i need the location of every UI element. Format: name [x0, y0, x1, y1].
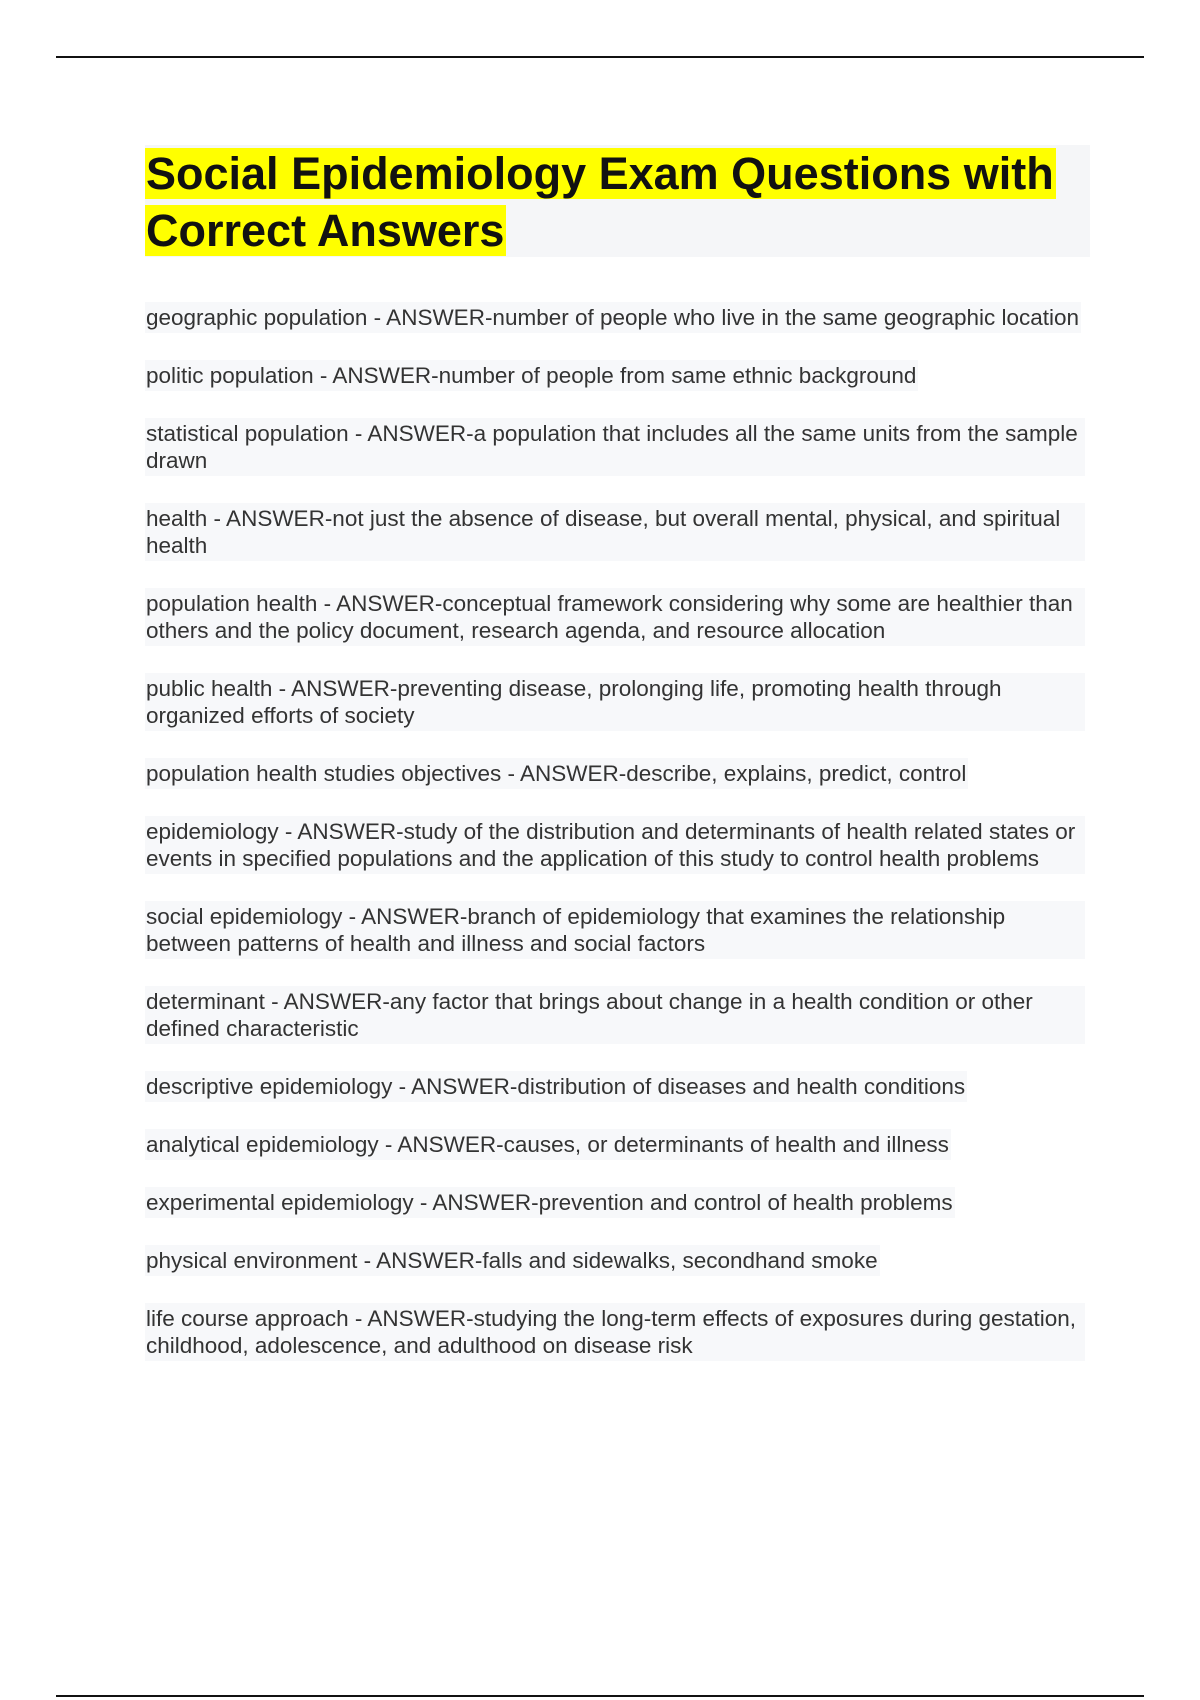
qa-item-wrapper	[145, 588, 1085, 646]
qa-item-wrapper	[145, 673, 1085, 731]
qa-item: health - ANSWER-not just the absence of disease, but overall mental, physical, and spiritual health	[145, 503, 1085, 561]
qa-item: population health studies objectives - ANSWER-describe, explains, predict, control	[145, 758, 968, 789]
bottom-rule	[56, 1695, 1144, 1697]
page-title	[145, 145, 1090, 259]
qa-item-wrapper	[145, 503, 1085, 561]
qa-item-wrapper	[145, 1071, 1085, 1102]
qa-item: statistical population - ANSWER-a population that includes all the same units from the sample drawn	[145, 418, 1085, 476]
qa-item: epidemiology - ANSWER-study of the distribution and determinants of health related states or events in specified populations and the application of this study to control health problems	[145, 816, 1085, 874]
qa-item: population health - ANSWER-conceptual framework considering why some are healthier than others and the policy document, research agenda, and resource allocation	[145, 588, 1085, 646]
top-rule	[56, 56, 1144, 58]
qa-item: life course approach - ANSWER-studying the long-term effects of exposures during gestation, childhood, adolescence, and adulthood on disease risk	[145, 1303, 1085, 1361]
qa-item: politic population - ANSWER-number of people from same ethnic background	[145, 360, 918, 391]
qa-item: analytical epidemiology - ANSWER-causes, or determinants of health and illness	[145, 1129, 951, 1160]
qa-item-wrapper	[145, 986, 1085, 1044]
qa-item-wrapper	[145, 1245, 1085, 1276]
qa-item-wrapper	[145, 1187, 1085, 1218]
qa-item-wrapper	[145, 901, 1085, 959]
qa-item-wrapper	[145, 1129, 1085, 1160]
qa-item: determinant - ANSWER-any factor that brings about change in a health condition or other defined characteristic	[145, 986, 1085, 1044]
qa-item-wrapper	[145, 302, 1085, 333]
qa-item: social epidemiology - ANSWER-branch of epidemiology that examines the relationship between patterns of health and illness and social factors	[145, 901, 1085, 959]
qa-list	[145, 302, 1085, 1388]
qa-item-wrapper	[145, 418, 1085, 476]
qa-item: physical environment - ANSWER-falls and sidewalks, secondhand smoke	[145, 1245, 880, 1276]
qa-item: public health - ANSWER-preventing disease, prolonging life, promoting health through organized efforts of society	[145, 673, 1085, 731]
qa-item: descriptive epidemiology - ANSWER-distribution of diseases and health conditions	[145, 1071, 967, 1102]
qa-item-wrapper	[145, 360, 1085, 391]
qa-item-wrapper	[145, 758, 1085, 789]
page-title-text: Social Epidemiology Exam Questions with Correct Answers	[146, 148, 1054, 256]
qa-item-wrapper	[145, 816, 1085, 874]
qa-item-wrapper	[145, 1303, 1085, 1361]
qa-item: geographic population - ANSWER-number of people who live in the same geographic location	[145, 302, 1081, 333]
qa-item: experimental epidemiology - ANSWER-prevention and control of health problems	[145, 1187, 955, 1218]
title-block	[145, 145, 1090, 257]
